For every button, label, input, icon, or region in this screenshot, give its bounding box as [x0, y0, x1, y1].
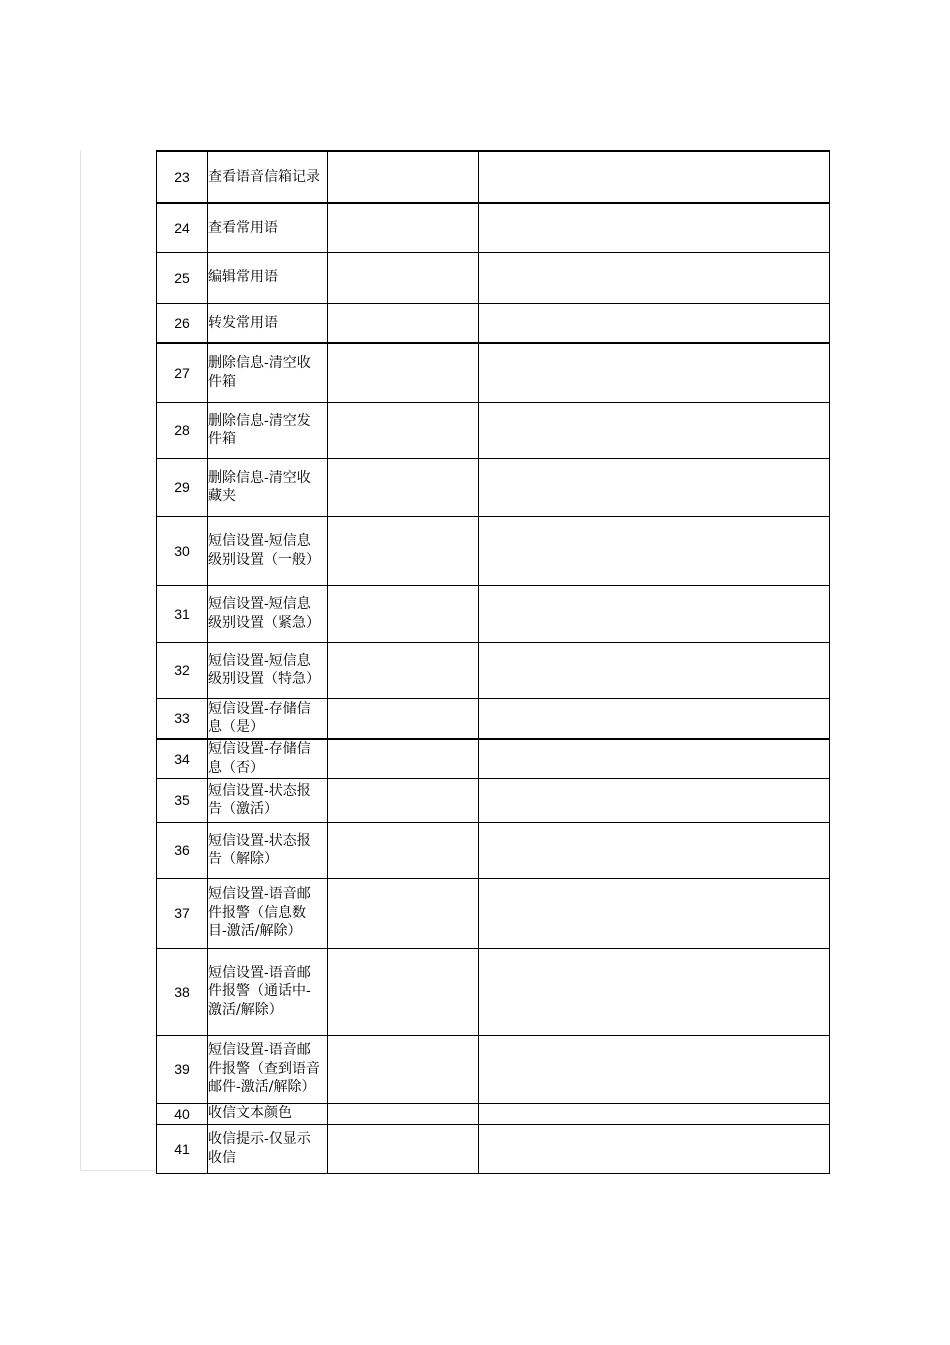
empty-cell: [328, 822, 479, 878]
table-row: [157, 642, 830, 698]
row-item: 删除信息-清空发件箱: [208, 402, 328, 458]
table-row: [157, 151, 830, 203]
empty-cell: [479, 585, 830, 642]
row-item: 短信设置-短信息级别设置（一般）: [208, 516, 328, 585]
empty-cell: [328, 343, 479, 402]
row-number: 33: [157, 698, 208, 739]
row-number: 41: [157, 1124, 208, 1173]
row-item: 短信设置-存储信息（否）: [208, 739, 328, 778]
row-number: 35: [157, 778, 208, 822]
row-item: 收信文本颜色: [208, 1103, 328, 1124]
table-row: [157, 303, 830, 343]
empty-cell: [479, 948, 830, 1035]
row-item: 短信设置-短信息级别设置（特急）: [208, 642, 328, 698]
table-row: [157, 252, 830, 303]
row-number: 26: [157, 303, 208, 343]
empty-cell: [328, 1124, 479, 1173]
empty-cell: [479, 203, 830, 252]
table-row: [157, 1124, 830, 1173]
empty-cell: [328, 252, 479, 303]
empty-cell: [328, 516, 479, 585]
row-number: 36: [157, 822, 208, 878]
row-item: 短信设置-语音邮件报警（查到语音邮件-激活/解除）: [208, 1035, 328, 1103]
empty-cell: [479, 303, 830, 343]
empty-cell: [479, 878, 830, 948]
empty-cell: [328, 402, 479, 458]
empty-cell: [479, 739, 830, 778]
row-number: 27: [157, 343, 208, 402]
row-item: 删除信息-清空收件箱: [208, 343, 328, 402]
empty-cell: [479, 151, 830, 203]
empty-cell: [328, 1035, 479, 1103]
empty-cell: [328, 948, 479, 1035]
row-item: 短信设置-存储信息（是）: [208, 698, 328, 739]
empty-cell: [479, 778, 830, 822]
table-row: [157, 878, 830, 948]
row-item: 删除信息-清空收藏夹: [208, 458, 328, 516]
table-row: [157, 948, 830, 1035]
empty-cell: [479, 516, 830, 585]
row-item: 查看常用语: [208, 203, 328, 252]
empty-cell: [479, 1035, 830, 1103]
row-number: 39: [157, 1035, 208, 1103]
table-row: [157, 822, 830, 878]
empty-cell: [328, 778, 479, 822]
row-number: 29: [157, 458, 208, 516]
empty-cell: [328, 1103, 479, 1124]
table-row: [157, 585, 830, 642]
empty-cell: [328, 642, 479, 698]
row-item: 短信设置-语音邮件报警（通话中-激活/解除）: [208, 948, 328, 1035]
table-row: [157, 203, 830, 252]
table-row: [157, 1035, 830, 1103]
empty-cell: [479, 252, 830, 303]
table-row: [157, 739, 830, 778]
table-row: [157, 778, 830, 822]
empty-cell: [479, 642, 830, 698]
left-margin-frame: [80, 150, 157, 1171]
table-row: [157, 516, 830, 585]
row-number: 25: [157, 252, 208, 303]
row-number: 30: [157, 516, 208, 585]
empty-cell: [328, 698, 479, 739]
row-number: 40: [157, 1103, 208, 1124]
table-row: [157, 343, 830, 402]
empty-cell: [328, 739, 479, 778]
empty-cell: [479, 343, 830, 402]
row-number: 23: [157, 151, 208, 203]
row-number: 38: [157, 948, 208, 1035]
empty-cell: [328, 878, 479, 948]
empty-cell: [479, 402, 830, 458]
empty-cell: [328, 303, 479, 343]
row-number: 24: [157, 203, 208, 252]
empty-cell: [479, 822, 830, 878]
row-number: 34: [157, 739, 208, 778]
test-case-table: [156, 150, 830, 1174]
row-item: 短信设置-短信息级别设置（紧急）: [208, 585, 328, 642]
row-item: 收信提示-仅显示收信: [208, 1124, 328, 1173]
row-item: 短信设置-语音邮件报警（信息数目-激活/解除）: [208, 878, 328, 948]
empty-cell: [328, 458, 479, 516]
row-item: 短信设置-状态报告（激活）: [208, 778, 328, 822]
table-row: [157, 1103, 830, 1124]
table-row: [157, 402, 830, 458]
empty-cell: [328, 585, 479, 642]
row-item: 转发常用语: [208, 303, 328, 343]
row-item: 编辑常用语: [208, 252, 328, 303]
row-number: 28: [157, 402, 208, 458]
empty-cell: [479, 698, 830, 739]
table-row: [157, 698, 830, 739]
empty-cell: [328, 151, 479, 203]
row-item: 查看语音信箱记录: [208, 151, 328, 203]
row-item: 短信设置-状态报告（解除）: [208, 822, 328, 878]
row-number: 37: [157, 878, 208, 948]
empty-cell: [328, 203, 479, 252]
table-row: [157, 458, 830, 516]
row-number: 31: [157, 585, 208, 642]
empty-cell: [479, 1124, 830, 1173]
empty-cell: [479, 1103, 830, 1124]
row-number: 32: [157, 642, 208, 698]
empty-cell: [479, 458, 830, 516]
